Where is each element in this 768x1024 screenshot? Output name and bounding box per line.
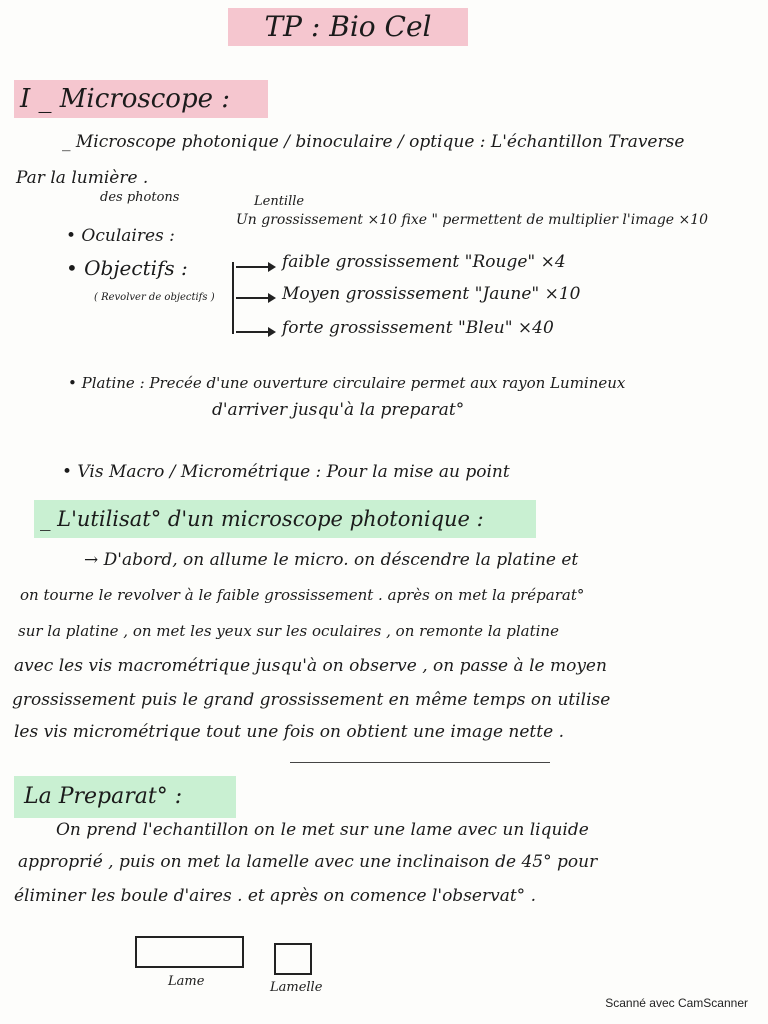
arrow-icon: [236, 331, 274, 333]
oculaires-label: • Oculaires :: [66, 226, 175, 246]
paragraph-line: → D'abord, on allume le micro. on déscendre la platine et: [84, 550, 579, 570]
paragraph-line: sur la platine , on met les yeux sur les oculaires , on remonte la platine: [18, 622, 559, 640]
paragraph-line: on tourne le revolver à le faible grossissement . après on met la préparat°: [20, 586, 585, 604]
lamelle-label: Lamelle: [270, 980, 323, 995]
lame-label: Lame: [168, 974, 205, 989]
oculaires-value: Un grossissement ×10 fixe " permettent de multiplier l'image ×10: [236, 212, 709, 228]
definition-note: des photons: [100, 190, 180, 205]
paragraph-line: les vis micrométrique tout une fois on obtient une image nette .: [14, 722, 564, 742]
paragraph-line: grossissement puis le grand grossissement en même temps on utilise: [12, 690, 611, 710]
objectifs-note: ( Revolver de objectifs ): [94, 292, 215, 303]
paragraph-line: avec les vis macrométrique jusqu'à on observe , on passe à le moyen: [14, 656, 607, 676]
definition-line: Par la lumière .: [16, 168, 149, 188]
oculaires-note: Lentille: [254, 194, 305, 209]
section-preparation-heading: La Preparat° :: [14, 776, 236, 818]
page-title: TP : Bio Cel: [228, 8, 468, 46]
paragraph-line: éliminer les boule d'aires . et après on comence l'observat° .: [14, 886, 536, 906]
objectif-item: faible grossissement "Rouge" ×4: [282, 252, 566, 272]
divider: [290, 762, 550, 763]
scanner-watermark: Scanné avec CamScanner: [605, 996, 748, 1010]
section-utilisation-heading: _ L'utilisat° d'un microscope photonique :: [34, 500, 536, 538]
vis-line: • Vis Macro / Micrométrique : Pour la mise au point: [62, 462, 510, 482]
definition-line: _ Microscope photonique / binoculaire / optique : L'échantillon Traverse: [62, 132, 685, 152]
objectif-item: Moyen grossissement "Jaune" ×10: [282, 284, 581, 304]
lamelle-drawing: [274, 943, 312, 975]
objectifs-label: • Objectifs :: [66, 256, 188, 280]
arrow-icon: [236, 266, 274, 268]
platine-line: d'arriver jusqu'à la preparat°: [212, 400, 465, 420]
objectif-item: forte grossissement "Bleu" ×40: [282, 318, 554, 338]
lame-drawing: [135, 936, 244, 968]
paragraph-line: On prend l'echantillon on le met sur une lame avec un liquide: [56, 820, 589, 840]
platine-line: • Platine : Precée d'une ouverture circulaire permet aux rayon Lumineux: [68, 374, 626, 392]
arrow-icon: [236, 297, 274, 299]
paragraph-line: approprié , puis on met la lamelle avec une inclinaison de 45° pour: [18, 852, 598, 872]
section-microscope-heading: I _ Microscope :: [14, 80, 268, 118]
